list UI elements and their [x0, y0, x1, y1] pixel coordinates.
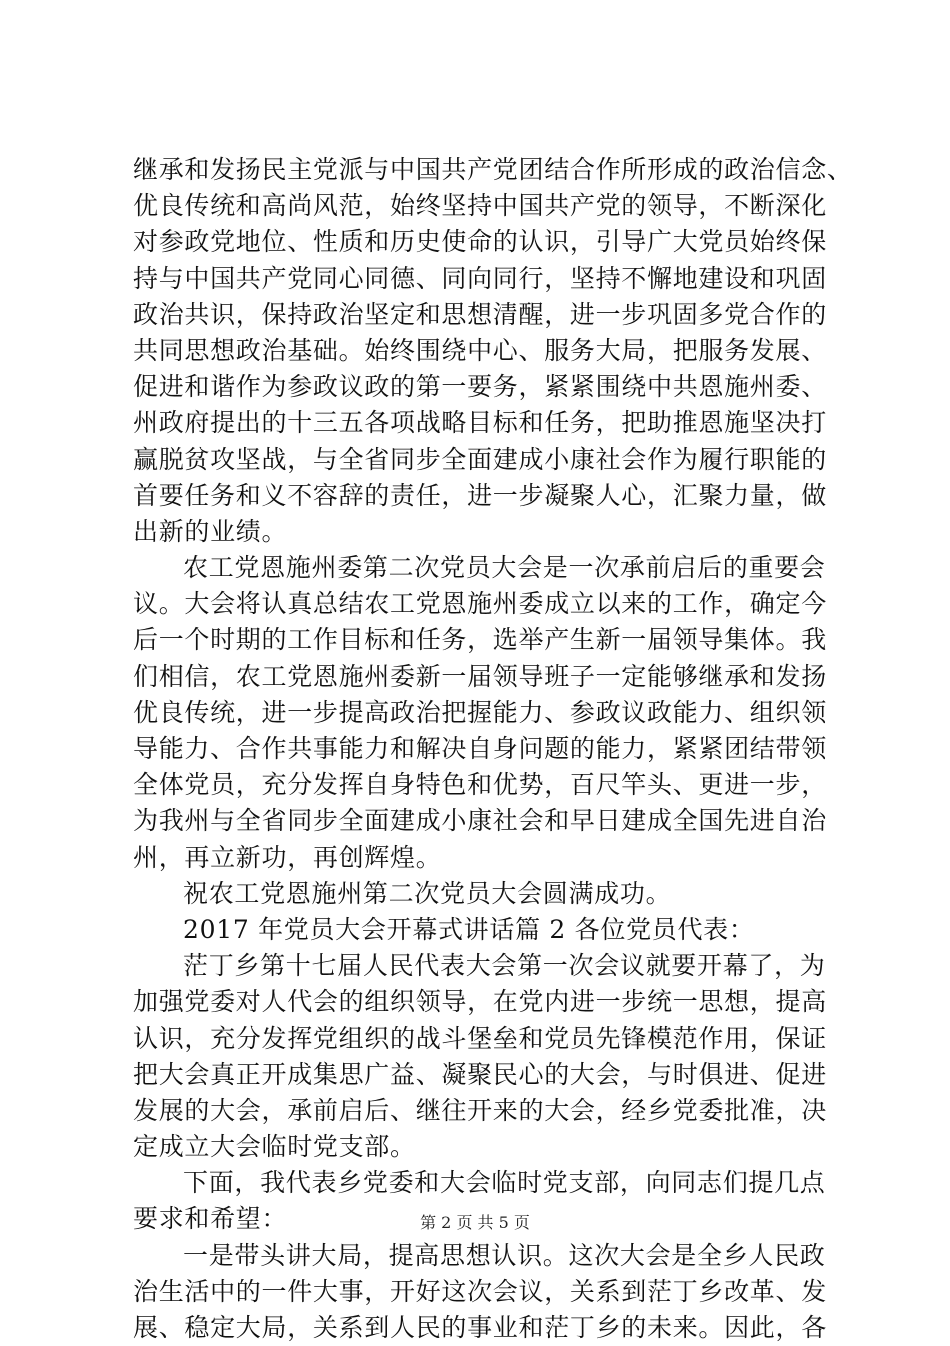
text-line: 促进和谐作为参政议政的第一要务，紧紧围绕中共恩施州委、	[133, 372, 827, 402]
text-line: 出新的业绩。	[133, 516, 288, 546]
text-line: 共同思想政治基础。始终围绕中心、服务大局，把服务发展、	[133, 335, 827, 365]
text-line: 们相信，农工党恩施州委新一届领导班子一定能够继承和发扬	[133, 661, 827, 691]
text-line: 持与中国共产党同心同德、同向同行，坚持不懈地建设和巩固	[133, 263, 827, 293]
section-heading-line: 2017 年党员大会开幕式讲话篇 2 各位党员代表：	[183, 914, 755, 944]
text-line: 为我州与全省同步全面建成小康社会和早日建成全国先进自治	[133, 806, 827, 836]
text-line: 认识，充分发挥党组织的战斗堡垒和党员先锋模范作用，保证	[133, 1023, 827, 1053]
paragraph-start-line: 茫丁乡第十七届人民代表大会第一次会议就要开幕了，为	[183, 951, 826, 981]
text-line: 加强党委对人代会的组织领导，在党内进一步统一思想，提高	[133, 987, 827, 1017]
text-line: 全体党员，充分发挥自身特色和优势，百尺竿头、更进一步，	[133, 770, 827, 800]
text-line: 优良传统，进一步提高政治把握能力、参政议政能力、组织领	[133, 697, 827, 727]
text-line: 展、稳定大局，关系到人民的事业和茫丁乡的未来。因此，各	[133, 1313, 827, 1342]
text-line: 发展的大会，承前启后、继往开来的大会，经乡党委批准，决	[133, 1095, 827, 1125]
text-line: 政治共识，保持政治坚定和思想清醒，进一步巩固多党合作的	[133, 299, 827, 329]
paragraph-start-line: 祝农工党恩施州第二次党员大会圆满成功。	[183, 878, 672, 908]
text-line: 优良传统和高尚风范，始终坚持中国共产党的领导，不断深化	[133, 191, 827, 221]
text-line: 首要任务和义不容辞的责任，进一步凝聚人心，汇聚力量，做	[133, 480, 827, 510]
text-line: 治生活中的一件大事，开好这次会议，关系到茫丁乡改革、发	[133, 1276, 827, 1306]
text-line: 州政府提出的十三五各项战略目标和任务，把助推恩施坚决打	[133, 408, 827, 438]
document-body	[133, 152, 853, 1346]
page-number-footer: 第 2 页 共 5 页	[420, 1213, 530, 1232]
text-line: 后一个时期的工作目标和任务，选举产生新一届领导集体。我	[133, 625, 827, 655]
text-line: 定成立大会临时党支部。	[133, 1132, 416, 1162]
text-line: 议。大会将认真总结农工党恩施州委成立以来的工作，确定今	[133, 589, 827, 619]
text-line: 导能力、合作共事能力和解决自身问题的能力，紧紧团结带领	[133, 734, 827, 763]
text-line: 要求和希望：	[133, 1204, 288, 1234]
text-line: 赢脱贫攻坚战，与全省同步全面建成小康社会作为履行职能的	[133, 444, 827, 474]
text-line: 州，再立新功，再创辉煌。	[133, 842, 442, 872]
paragraph-start-line: 农工党恩施州委第二次党员大会是一次承前启后的重要会	[183, 553, 826, 583]
paragraph-start-line: 下面，我代表乡党委和大会临时党支部，向同志们提几点	[183, 1168, 826, 1198]
paragraph-start-line: 一是带头讲大局，提高思想认识。这次大会是全乡人民政	[183, 1240, 826, 1270]
text-line: 继承和发扬民主党派与中国共产党团结合作所形成的政治信念、	[133, 155, 853, 184]
text-line: 对参政党地位、性质和历史使命的认识，引导广大党员始终保	[133, 227, 827, 257]
text-line: 把大会真正开成集思广益、凝聚民心的大会，与时俱进、促进	[133, 1059, 827, 1089]
